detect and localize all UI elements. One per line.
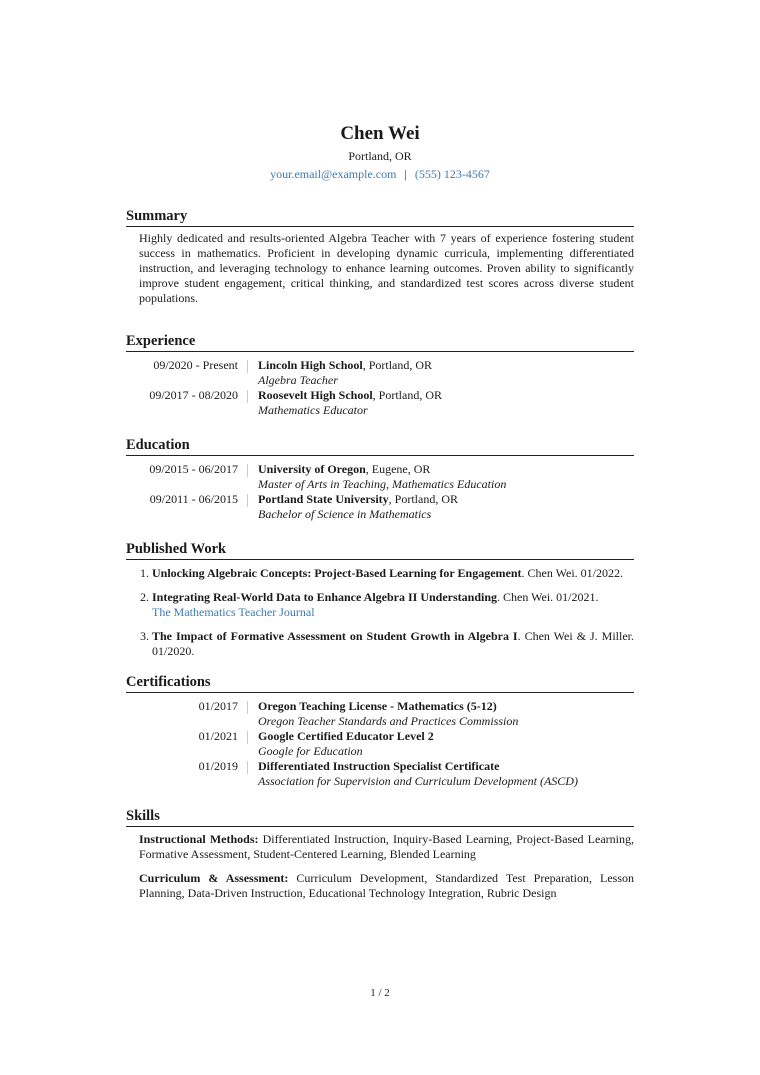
entry-degree: Master of Arts in Teaching, Mathematics Education (258, 477, 507, 491)
entry-date: 01/2017 (198, 699, 238, 713)
entry-location: , Portland, OR (362, 358, 433, 372)
section-title-education: Education (126, 436, 634, 456)
section-title-publications: Published Work (126, 540, 634, 560)
publication-item (152, 590, 634, 620)
certification-issuer: Google for Education (258, 744, 363, 758)
education-entry (126, 462, 634, 492)
summary-text: Highly dedicated and results-oriented Algebra Teacher with 7 years of experience fostering student success in mathematics. Proficient in developing dynamic curricula, implementing differentiated instruction, and leveraging technology to enhance learning outcomes. Proven ability to significantly improve student engagement, critical thinking, and standardized test scores across diverse student populations. (139, 231, 634, 305)
publication-item (152, 566, 634, 581)
entry-organization: Lincoln High School (258, 358, 363, 372)
experience-entry (126, 358, 634, 388)
entry-divider (247, 761, 248, 774)
publication-details: . Chen Wei. 01/2021. (497, 590, 599, 604)
skill-group-label: Curriculum & Assessment: (139, 871, 289, 885)
certification-entry (126, 759, 634, 789)
certifications-section (126, 673, 634, 789)
entry-divider (247, 731, 248, 744)
entry-divider (247, 464, 248, 477)
publication-details: . Chen Wei & J. Miller. 01/2020. (152, 629, 634, 658)
certification-name: Oregon Teaching License - Mathematics (5-12) (258, 699, 497, 713)
entry-organization: Roosevelt High School (258, 388, 373, 402)
skill-group-text: Curriculum Development, Standardized Test Preparation, Lesson Planning, Data-Driven Instruction, Educational Technology Integration, Rubric Design (139, 871, 634, 900)
publications-section (126, 540, 634, 659)
section-title-skills: Skills (126, 807, 634, 827)
entry-role: Mathematics Educator (258, 403, 368, 417)
contact-separator: | (404, 167, 407, 181)
page-number: 1 / 2 (370, 987, 390, 999)
publication-item (152, 629, 634, 659)
experience-entry (126, 388, 634, 418)
certification-entry (126, 699, 634, 729)
skill-group (126, 871, 634, 901)
skill-group-text: Differentiated Instruction, Inquiry-Based Learning, Project-Based Learning, Formative Assessment, Student-Centered Learning, Blended Learning (139, 832, 634, 861)
entry-date: 01/2021 (198, 729, 238, 743)
publication-title: Unlocking Algebraic Concepts: Project-Based Learning for Engagement (152, 566, 522, 580)
publication-title: Integrating Real-World Data to Enhance Algebra II Understanding (152, 590, 498, 604)
certification-issuer: Oregon Teacher Standards and Practices Commission (258, 714, 519, 728)
entry-date: 09/2011 - 06/2015 (149, 492, 238, 506)
publication-venue-link[interactable]: The Mathematics Teacher Journal (152, 605, 315, 619)
entry-date: 09/2020 - Present (153, 358, 238, 372)
phone-link[interactable]: (555) 123-4567 (414, 167, 490, 181)
entry-role: Algebra Teacher (258, 373, 338, 387)
publication-list (126, 566, 634, 659)
skill-group (126, 832, 634, 862)
entry-location: , Eugene, OR (365, 462, 431, 476)
entry-degree: Bachelor of Science in Mathematics (258, 507, 432, 521)
candidate-location: Portland, OR (348, 149, 412, 163)
resume-header (126, 122, 634, 182)
section-title-experience: Experience (126, 332, 634, 352)
certification-name: Google Certified Educator Level 2 (258, 729, 434, 743)
entry-organization: University of Oregon (258, 462, 366, 476)
contact-line (126, 167, 634, 182)
education-entry (126, 492, 634, 522)
candidate-name: Chen Wei (340, 123, 420, 144)
summary-section (126, 207, 634, 306)
entry-location: , Portland, OR (372, 388, 443, 402)
skill-group-label: Instructional Methods: (139, 832, 259, 846)
entry-divider (247, 360, 248, 373)
entry-divider (247, 390, 248, 403)
entry-divider (247, 494, 248, 507)
certification-entry (126, 729, 634, 759)
education-section (126, 436, 634, 522)
entry-organization: Portland State University (258, 492, 389, 506)
publication-title: The Impact of Formative Assessment on Student Growth in Algebra I (152, 629, 518, 643)
experience-section (126, 332, 634, 418)
entry-date: 09/2015 - 06/2017 (149, 462, 238, 476)
email-link[interactable]: your.email@example.com (270, 167, 397, 181)
skills-section (126, 807, 634, 901)
section-title-summary: Summary (126, 207, 634, 227)
certification-name: Differentiated Instruction Specialist Certificate (258, 759, 500, 773)
entry-location: , Portland, OR (388, 492, 458, 506)
resume-page (126, 0, 634, 901)
publication-details: . Chen Wei. 01/2022. (521, 566, 624, 580)
section-title-certifications: Certifications (126, 673, 634, 693)
entry-date: 09/2017 - 08/2020 (149, 388, 238, 402)
entry-divider (247, 701, 248, 714)
certification-issuer: Association for Supervision and Curriculum Development (ASCD) (258, 774, 578, 788)
entry-date: 01/2019 (198, 759, 238, 773)
